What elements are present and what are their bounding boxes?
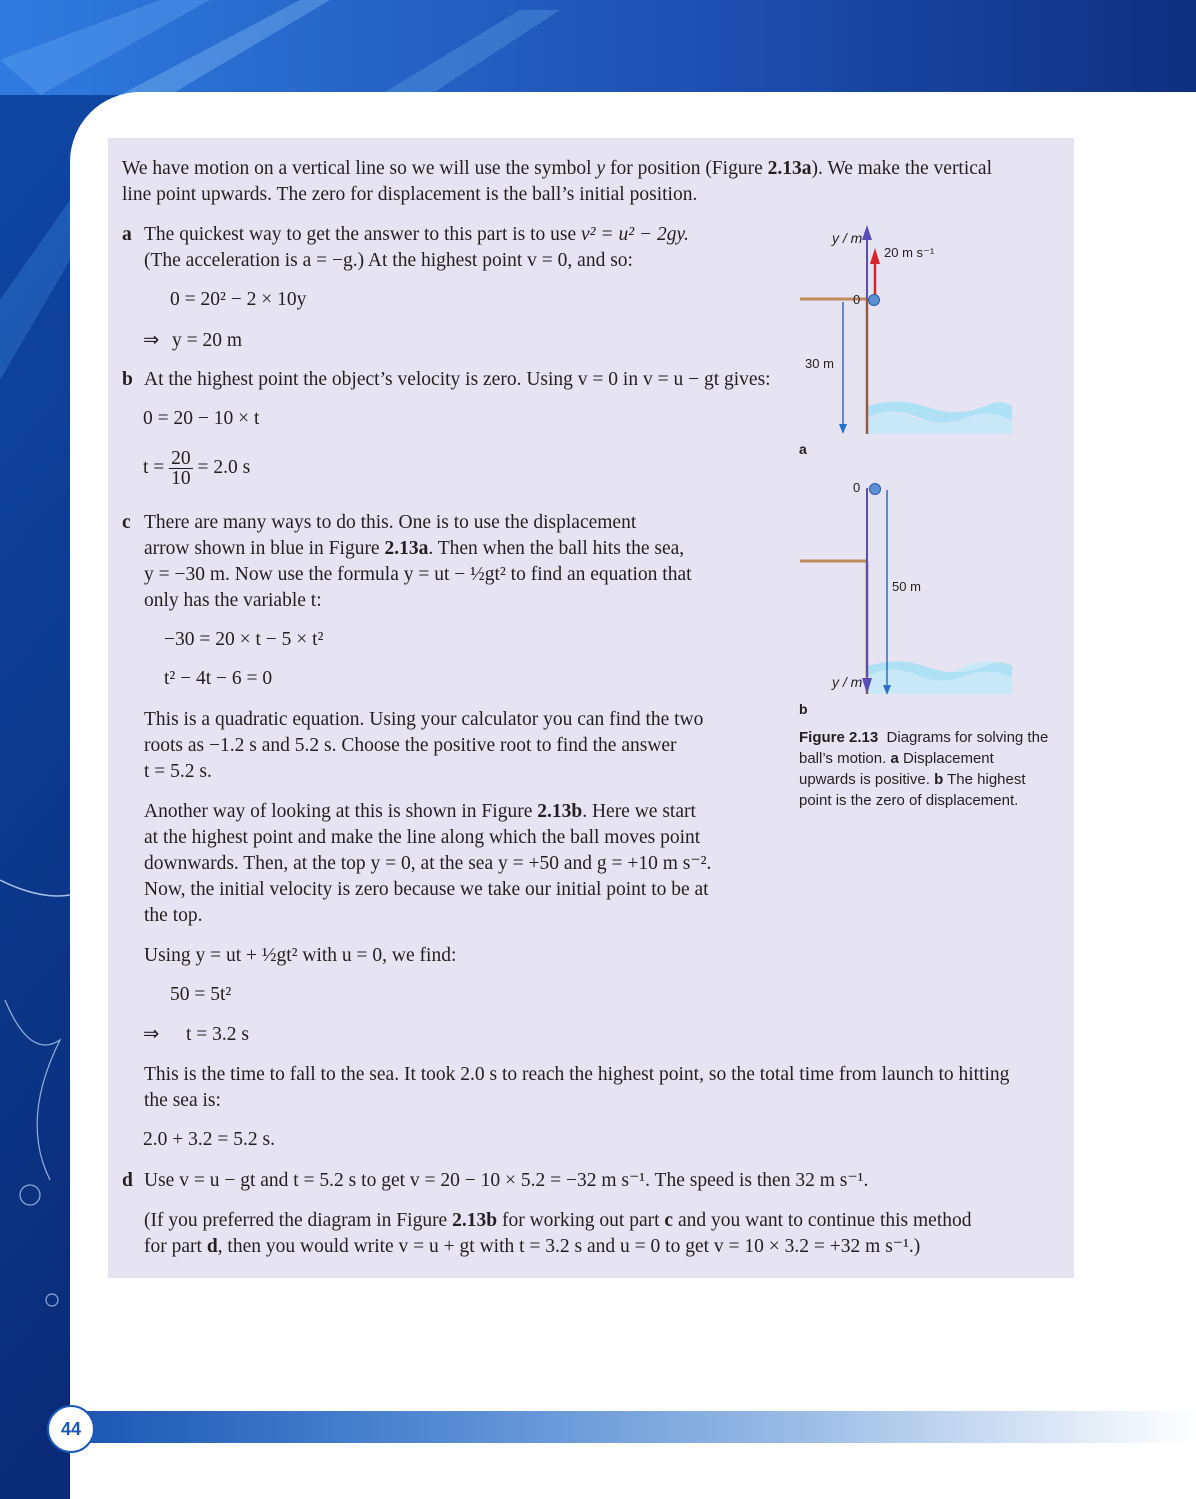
part-c-equation-5: 2.0 + 3.2 = 5.2 s. xyxy=(143,1129,275,1150)
axis-label: y / m xyxy=(832,674,863,690)
part-c-line-1: There are many ways to do this. One is to use the displacement xyxy=(144,512,637,533)
implies-arrow: ⇒ xyxy=(143,330,160,351)
velocity-label: 20 m s⁻¹ xyxy=(884,245,935,260)
part-c-equation-2: t² − 4t − 6 = 0 xyxy=(164,668,273,689)
part-c-line-2: arrow shown in blue in Figure 2.13a. Then when the ball hits the sea, xyxy=(144,538,685,559)
part-c-para-3-line-1: Another way of looking at this is shown in Figure 2.13b. Here we start xyxy=(144,801,696,822)
zero-label: 0 xyxy=(853,480,861,495)
figure-2-13a xyxy=(790,220,1030,465)
axis-label: y / m xyxy=(832,230,863,246)
part-d-label: d xyxy=(122,1170,133,1191)
part-c-para-2-line-2: roots as −1.2 s and 5.2 s. Choose the positive root to find the answer xyxy=(144,735,677,756)
part-c-line-3: y = −30 m. Now use the formula y = ut − ½gt² to find an equation that xyxy=(144,564,692,585)
part-c-para-3-line-3: downwards. Then, at the top y = 0, at the sea y = +50 and g = +10 m s⁻². xyxy=(144,853,712,874)
part-c-equation-1: −30 = 20 × t − 5 × t² xyxy=(164,629,324,650)
part-c-equation-4: t = 3.2 s xyxy=(186,1024,250,1045)
part-a-equation-2: y = 20 m xyxy=(172,330,243,351)
footer-bar xyxy=(84,1411,1196,1443)
part-b-line-1: At the highest point the object’s velocity is zero. Using v = 0 in v = u − gt gives: xyxy=(144,369,771,390)
part-c-label: c xyxy=(122,512,131,533)
page-number: 44 xyxy=(47,1405,95,1453)
part-a-line-2: (The acceleration is a = −g.) At the highest point v = 0, and so: xyxy=(144,250,633,271)
panel-label-b: b xyxy=(799,701,808,717)
intro-line-1: We have motion on a vertical line so we will use the symbol y for position (Figure 2.13a). We make the vertical xyxy=(122,158,992,179)
part-c-line-4: only has the variable t: xyxy=(144,590,322,611)
part-b-equation-2: t = $\frac{20}{10}$ = 2.0 s xyxy=(143,448,251,489)
ball xyxy=(870,484,881,495)
velocity-arrowhead xyxy=(870,248,880,264)
part-c-para-3-line-5: the top. xyxy=(144,905,203,926)
part-a-equation-1: 0 = 20² − 2 × 10y xyxy=(170,289,307,310)
part-c-para-4-line-1: This is the time to fall to the sea. It took 2.0 s to reach the highest point, so the total time from launch to hitting xyxy=(144,1064,1010,1085)
implies-arrow: ⇒ xyxy=(143,1024,160,1045)
part-b-equation-1: 0 = 20 − 10 × t xyxy=(143,408,260,429)
part-a-line-1: The quickest way to get the answer to this part is to use v² = u² − 2gy. xyxy=(144,224,689,245)
height-label: 30 m xyxy=(805,356,834,371)
displacement-arrowhead xyxy=(839,424,847,434)
part-d-line-1: Use v = u − gt and t = 5.2 s to get v = 20 − 10 × 5.2 = −32 m s⁻¹. The speed is then 32 m s⁻¹. xyxy=(144,1170,869,1191)
part-c-para-2-line-1: This is a quadratic equation. Using your calculator you can find the two xyxy=(144,709,704,730)
part-b-label: b xyxy=(122,369,133,390)
part-a-label: a xyxy=(122,224,132,245)
intro-line-2: line point upwards. The zero for displacement is the ball’s initial position. xyxy=(122,184,698,205)
figure-2-13b xyxy=(790,472,1030,722)
axis-arrowhead xyxy=(862,225,872,240)
part-c-equation-3: 50 = 5t² xyxy=(170,984,232,1005)
part-c-para-3-line-2: at the highest point and make the line along which the ball moves point xyxy=(144,827,701,848)
part-c-para-4-line-2: the sea is: xyxy=(144,1090,221,1111)
panel-label-a: a xyxy=(799,441,807,457)
fraction: $\frac{20}{10}$ xyxy=(171,448,191,489)
part-d-para-2-line-2: for part d, then you would write v = u + gt with t = 3.2 s and u = 0 to get v = 10 × 3.2 = +32 m s⁻¹.) xyxy=(144,1236,921,1257)
part-c-para-3-line-4: Now, the initial velocity is zero because we take our initial point to be at xyxy=(144,879,709,900)
figure-caption: Figure 2.13 Diagrams for solving the ball’s motion. a Displacement upwards is positive. b The highest point is the zero of displacement. xyxy=(799,729,1049,809)
part-c-para-2-line-3: t = 5.2 s. xyxy=(144,761,212,782)
part-c-using-line: Using y = ut + ½gt² with u = 0, we find: xyxy=(144,945,457,966)
zero-label: 0 xyxy=(853,292,861,307)
distance-label: 50 m xyxy=(892,579,921,594)
ball xyxy=(869,295,880,306)
part-d-para-2-line-1: (If you preferred the diagram in Figure 2.13b for working out part c and you want to continue this method xyxy=(144,1210,972,1231)
